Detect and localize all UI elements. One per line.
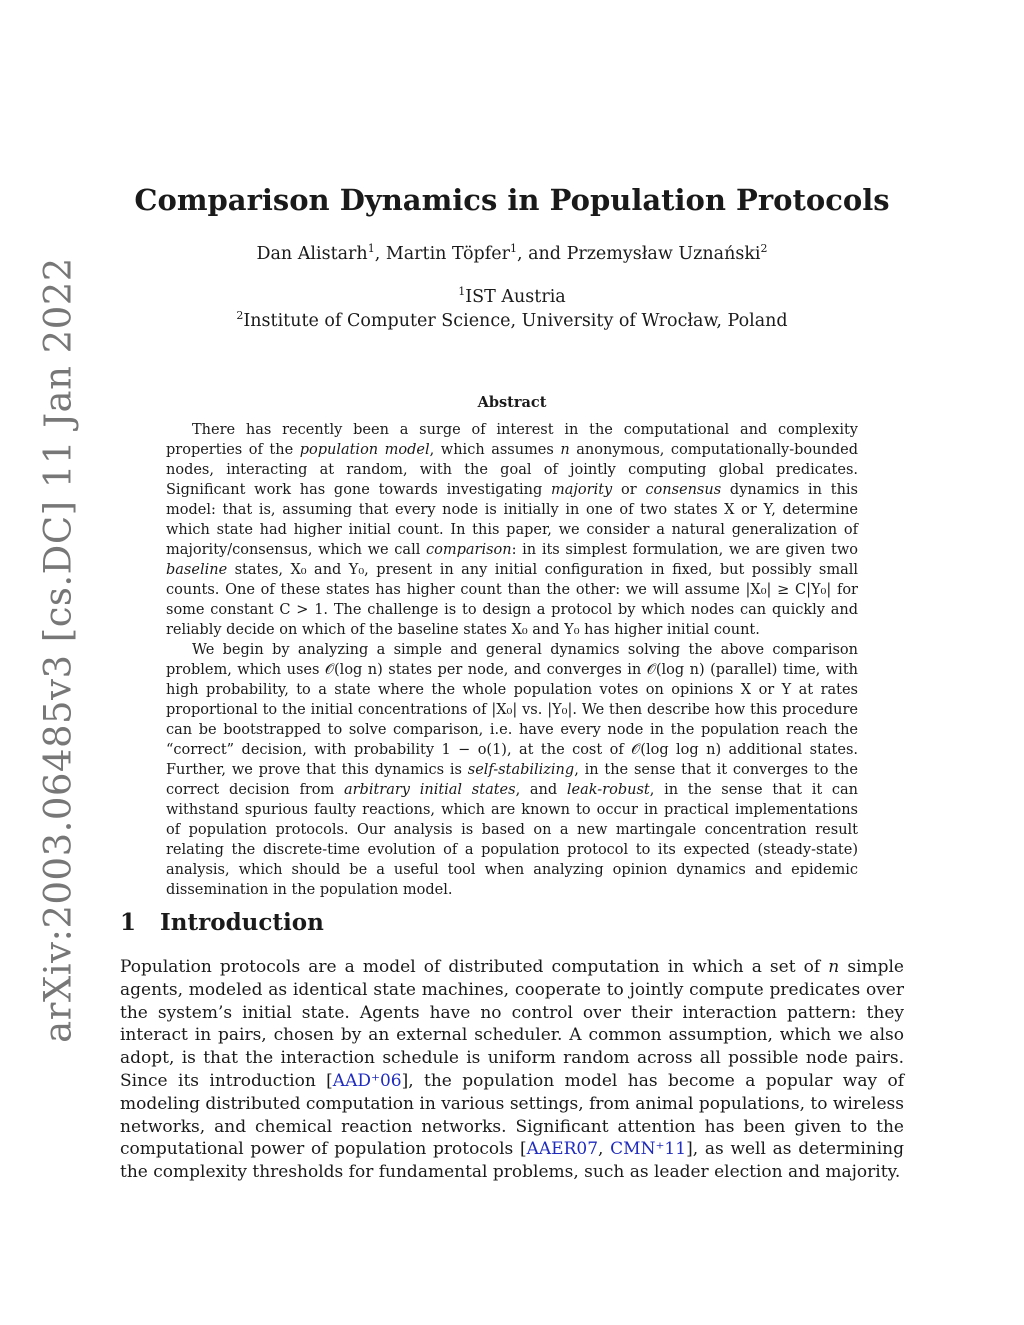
- emphasis: population model: [299, 442, 430, 458]
- affiliation-number: 2: [236, 309, 244, 323]
- author-list: [120, 244, 904, 264]
- affiliation-name: IST Austria: [465, 287, 566, 307]
- affiliation-1: [120, 287, 904, 307]
- emphasis: leak-robust: [566, 782, 650, 798]
- text-run: or: [612, 482, 646, 498]
- math-variable: n: [560, 442, 570, 458]
- introduction-body: [120, 956, 904, 1184]
- author-name: Przemysław Uznański: [566, 244, 761, 264]
- text-run: There has recently been a surge of interest in the computational and complexity properties of the: [166, 422, 858, 458]
- author-name: Dan Alistarh: [256, 244, 368, 264]
- emphasis: majority: [551, 482, 613, 498]
- text-run: states, X₀ and Y₀, present in any initial configuration in fixed, but possibly small counts. One of these states has higher count than the other: we will assume |X₀| ≥ C|Y₀| for some constant C > 1. The challenge is to design a protocol by which nodes can quickly and reliably decide on which of the baseline states X₀ and Y₀ has higher initial count.: [166, 562, 858, 638]
- math-variable: n: [828, 957, 840, 977]
- text-run: anonymous, computationally-bounded nodes, interacting at random, with the goal of jointly computing global predicates. Significant work has gone towards investigating: [166, 442, 858, 498]
- text-run: Population protocols are a model of distributed computation in which a set of: [120, 957, 829, 977]
- text-run: , which assumes: [429, 442, 561, 458]
- section-number: 1: [120, 909, 137, 936]
- affiliation-marker: 1: [367, 242, 375, 256]
- affiliation-2: [120, 311, 904, 331]
- text-run: , in the sense that it can withstand spurious faulty reactions, which are known to occur in practical implementations of population protocols. Our analysis is based on a new martingale concentration result relating the discrete-time evolution of a population protocol to its expected (steady-state) analysis, which should be a useful tool when analyzing opinion dynamics and epidemic dissemination in the population model.: [166, 782, 859, 898]
- text-run: : in its simplest formulation, we are given two: [511, 542, 858, 558]
- citation-link[interactable]: CMN⁺11: [610, 1139, 687, 1160]
- citation-link[interactable]: AAD⁺06: [332, 1070, 402, 1091]
- text-run: ], as well as determining the complexity thresholds for fundamental problems, such as leader election and majority.: [120, 1139, 905, 1183]
- affiliation-marker: 1: [509, 242, 517, 256]
- section-title: Introduction: [160, 909, 324, 936]
- abstract-heading: Abstract: [477, 394, 547, 411]
- intro-paragraph: [120, 956, 904, 1184]
- arxiv-identifier-stamp: arXiv:2003.06485v3 [cs.DC] 11 Jan 2022: [36, 257, 80, 1043]
- text-run: , in the sense that it converges to the correct decision from: [166, 762, 858, 798]
- author-separator: ,: [374, 244, 386, 264]
- author-name: Martin Töpfer: [385, 244, 510, 264]
- emphasis: arbitrary initial states: [343, 782, 516, 798]
- text-run: simple agents, modeled as identical state machines, cooperate to jointly compute predicates over the system’s initial state. Agents have no control over their interaction pattern: they interact in pairs, chosen by an external scheduler. A common assumption, which we also adopt, is that the interaction schedule is uniform random across all possible node pairs. Since its introduction [: [120, 957, 904, 1091]
- emphasis: comparison: [426, 542, 512, 558]
- text-run: We begin by analyzing a simple and general dynamics solving the above comparison problem, which uses 𝒪(log n) states per node, and converges in 𝒪(log n) (parallel) time, with high probability, to a state where the whole population votes on opinions X or Y at rates proportional to the initial concentrations of |X₀| vs. |Y₀|. We then describe how this procedure can be bootstrapped to solve comparison, i.e. have every node in the population reach the “correct” decision, with probability 1 − o(1), at the cost of 𝒪(log log n) additional states. Further, we prove that this dynamics is: [166, 642, 858, 778]
- affiliation-name: Institute of Computer Science, University of Wrocław, Poland: [243, 311, 788, 331]
- text-run: ,: [598, 1139, 611, 1160]
- section-heading-introduction: [120, 909, 324, 936]
- paper-title: Comparison Dynamics in Population Protocols: [134, 183, 890, 217]
- abstract-body: [166, 420, 858, 900]
- author-separator: , and: [516, 244, 567, 264]
- abstract-paragraph-1: [166, 420, 858, 640]
- emphasis: baseline: [166, 562, 228, 578]
- text-run: , and: [515, 782, 567, 798]
- affiliation-marker: 2: [760, 242, 768, 256]
- citation-link[interactable]: AAER07: [526, 1139, 599, 1160]
- emphasis: self-stabilizing: [467, 762, 575, 778]
- abstract-paragraph-2: [166, 640, 858, 900]
- emphasis: consensus: [645, 482, 722, 498]
- text-run: dynamics in this model: that is, assuming that every node is initially in one of two states X or Y, determine which state had higher initial count. In this paper, we consider a natural generalization of majority/consensus, which we call: [166, 482, 858, 558]
- affiliation-number: 1: [458, 285, 466, 299]
- text-run: ], the population model has become a popular way of modeling distributed computation in various settings, from animal populations, to wireless networks, and chemical reaction networks. Significant attention has been given to the computational power of population protocols [: [120, 1070, 904, 1160]
